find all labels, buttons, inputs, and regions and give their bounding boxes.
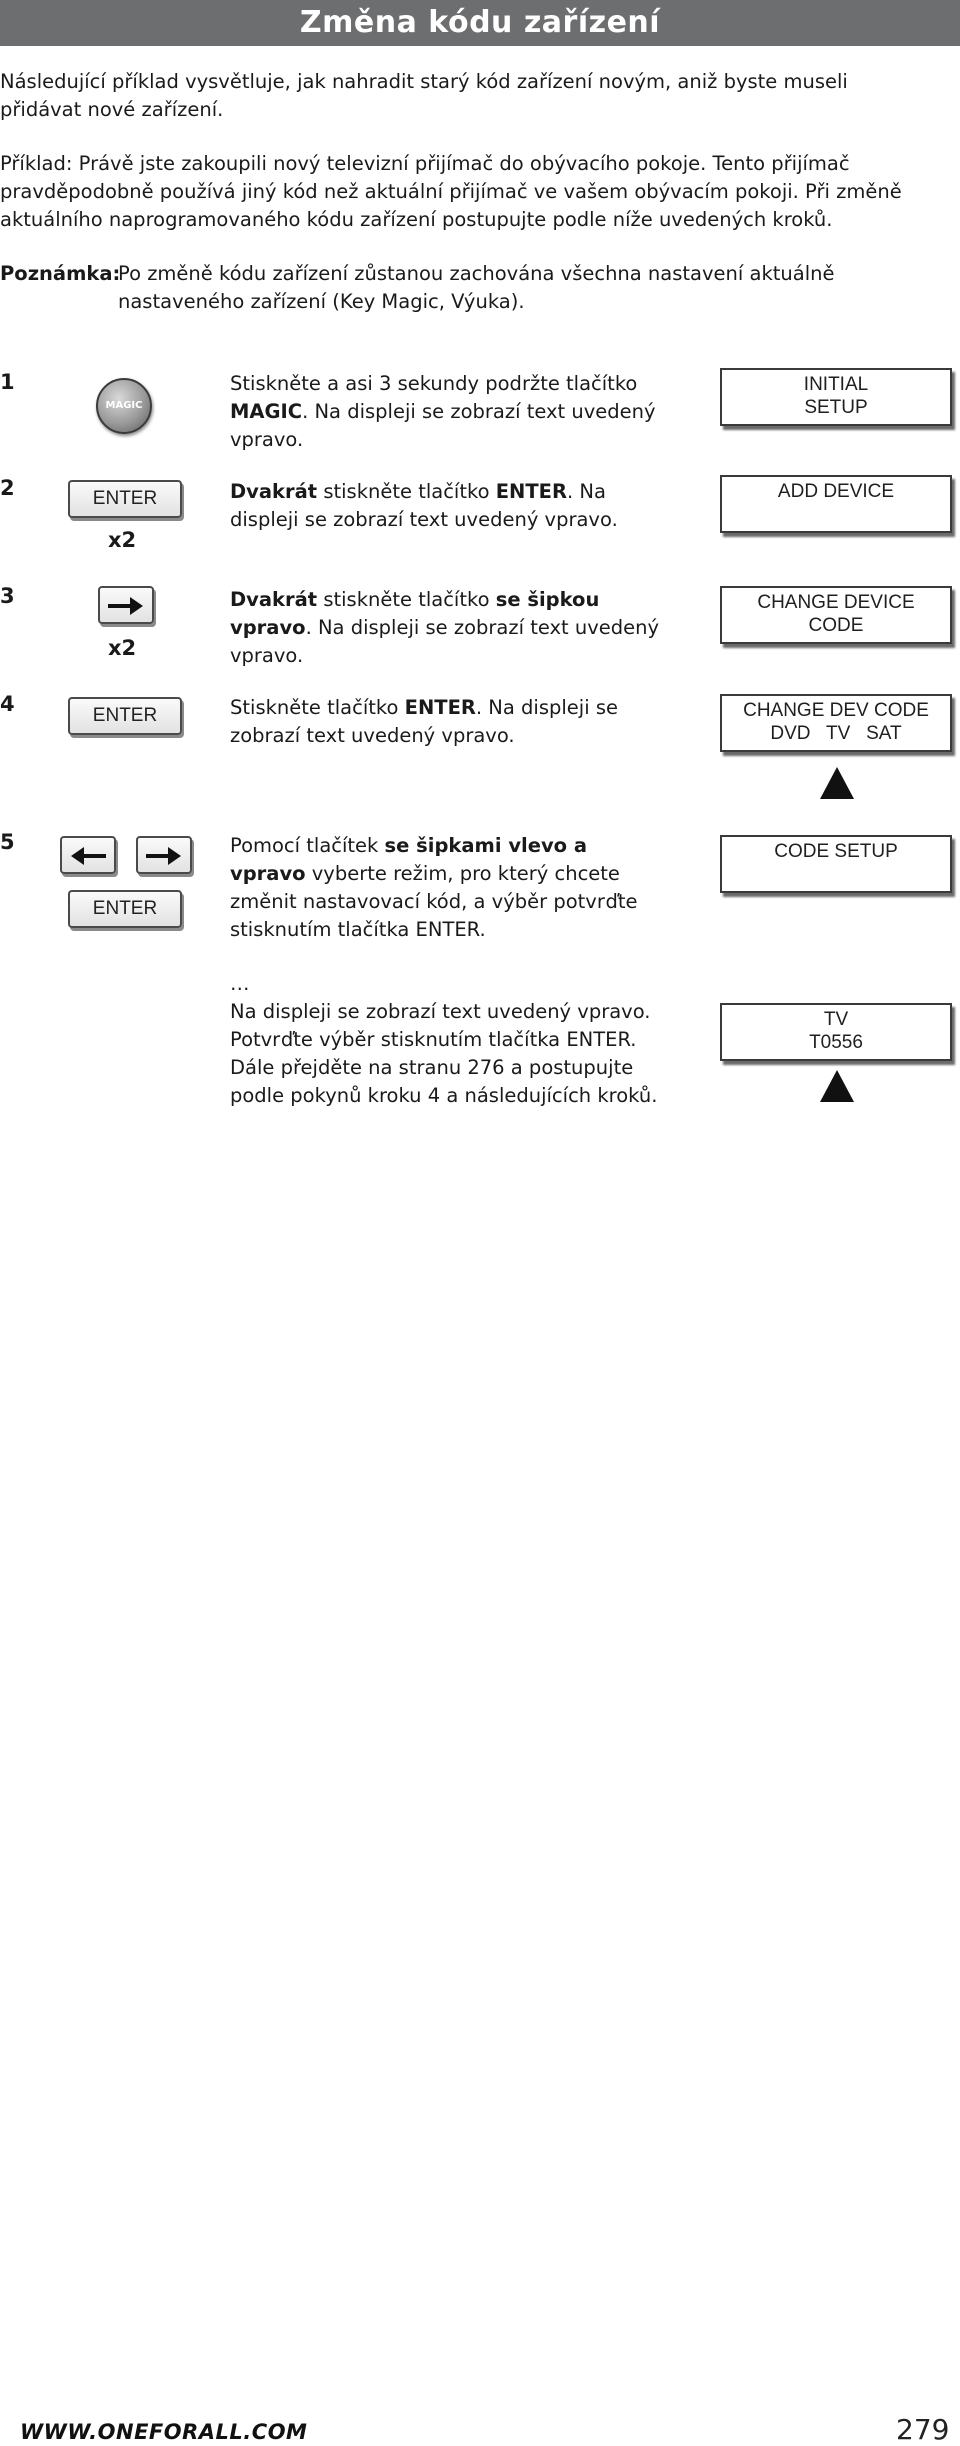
step-1-text bbox=[230, 370, 660, 454]
step-number-4: 4 bbox=[0, 692, 15, 716]
right-arrow-icon bbox=[108, 596, 144, 616]
intro-paragraph: Následující příklad vysvětluje, jak nahradit starý kód zařízení novým, aniž byste museli přidávat nové zařízení. bbox=[0, 70, 848, 121]
right-arrow-icon bbox=[146, 846, 182, 866]
left-arrow-key[interactable] bbox=[60, 836, 116, 874]
step-2-text-post: . Na displeji se zobrazí text uvedený vpravo. bbox=[230, 480, 618, 531]
step-3-text-mid: stiskněte tlačítko bbox=[317, 588, 496, 611]
enter-key[interactable]: ENTER bbox=[68, 697, 182, 735]
display-line: CHANGE DEVICE bbox=[757, 592, 915, 613]
right-arrow-key[interactable] bbox=[136, 836, 192, 874]
magic-button-label: MAGIC bbox=[105, 400, 143, 411]
step-number-2: 2 bbox=[0, 476, 15, 500]
display-line: INITIAL bbox=[803, 374, 869, 395]
display-step-1 bbox=[720, 368, 952, 426]
step-3-text-post: . Na displeji se zobrazí text uvedený vpravo. bbox=[230, 616, 660, 667]
step-5-text-post: vyberte režim, pro který chcete změnit nastavovací kód, a výběr potvrďte stisknutím tlačítka ENTER. bbox=[230, 862, 638, 941]
display-line: CODE bbox=[808, 615, 864, 636]
triangle-pointer-icon bbox=[820, 1070, 854, 1102]
display-line: TV bbox=[823, 1009, 849, 1030]
step-1-text-post: . Na displeji se zobrazí text uvedený vpravo. bbox=[230, 400, 656, 451]
step-4-text-bold: ENTER bbox=[404, 696, 476, 719]
magic-button[interactable] bbox=[96, 378, 152, 434]
enter-key[interactable]: ENTER bbox=[68, 480, 182, 518]
display-line: CODE SETUP bbox=[774, 841, 898, 862]
page-number: 279 bbox=[896, 2413, 950, 2446]
step-4-text bbox=[230, 694, 660, 750]
step-5-text-pre: Pomocí tlačítek bbox=[230, 834, 385, 857]
step-2-text-bold-2: ENTER bbox=[495, 480, 568, 503]
example-paragraph: Příklad: Právě jste zakoupili nový televizní přijímač do obývacího pokoje. Tento přijímač pravděpodobně používá jiný kód než aktuální přijímač ve vašem obývacím pokoji. Při změně aktuálního naprogramovaného kódu zařízení postupujte podle níže uvedených kroků. bbox=[0, 152, 902, 231]
step-2-text-bold-1: Dvakrát bbox=[230, 480, 318, 503]
display-line: ADD DEVICE bbox=[777, 481, 895, 502]
display-line: T0556 bbox=[809, 1032, 863, 1053]
right-arrow-key[interactable] bbox=[98, 586, 154, 624]
display-step-4 bbox=[720, 694, 952, 752]
step-1-text-bold: MAGIC bbox=[230, 400, 303, 423]
step-1-text-pre: Stiskněte a asi 3 sekundy podržte tlačítko bbox=[230, 372, 638, 395]
display-line: SETUP bbox=[804, 397, 868, 418]
display-line: CHANGE DEV CODE bbox=[743, 700, 929, 721]
display-line: DVD TV SAT bbox=[770, 723, 902, 744]
display-step-2 bbox=[720, 475, 952, 533]
step-3-text-bold-1: Dvakrát bbox=[230, 588, 318, 611]
note-label: Poznámka: bbox=[0, 262, 121, 285]
step-number-3: 3 bbox=[0, 584, 15, 608]
note bbox=[0, 260, 945, 313]
step-3-multiplier: x2 bbox=[108, 636, 137, 660]
display-step-5-result bbox=[720, 1003, 952, 1061]
step-3-text bbox=[230, 586, 660, 670]
step-2-text bbox=[230, 478, 660, 534]
step-5-text bbox=[230, 832, 660, 944]
step-5-text-bold: se šipkami vlevo a vpravo bbox=[230, 834, 588, 885]
step-3-text-bold-2: se šipkou vpravo bbox=[230, 588, 600, 639]
display-step-5 bbox=[720, 835, 952, 893]
step-2-multiplier: x2 bbox=[108, 528, 137, 552]
note-text: Po změně kódu zařízení zůstanou zachována všechna nastavení aktuálně nastaveného zařízení (Key Magic, Výuka). bbox=[118, 262, 835, 313]
step-5-continuation-text: … Na displeji se zobrazí text uvedený vpravo. Potvrďte výběr stisknutím tlačítka ENTER. Dále přejděte na stranu 276 a postupujte podle pokynů kroku 4 a následujících kroků. bbox=[230, 972, 658, 1107]
step-4-text-post: . Na displeji se zobrazí text uvedený vpravo. bbox=[230, 696, 618, 747]
step-number-1: 1 bbox=[0, 370, 15, 394]
page-title: Změna kódu zařízení bbox=[299, 5, 661, 40]
left-arrow-icon bbox=[70, 846, 106, 866]
step-number-5: 5 bbox=[0, 830, 15, 854]
triangle-pointer-icon bbox=[820, 767, 854, 799]
display-step-3 bbox=[720, 586, 952, 644]
step-4-text-pre: Stiskněte tlačítko bbox=[230, 696, 405, 719]
step-2-text-mid: stiskněte tlačítko bbox=[317, 480, 496, 503]
footer-url[interactable]: WWW.ONEFORALL.COM bbox=[20, 2420, 308, 2444]
enter-key[interactable]: ENTER bbox=[68, 890, 182, 928]
